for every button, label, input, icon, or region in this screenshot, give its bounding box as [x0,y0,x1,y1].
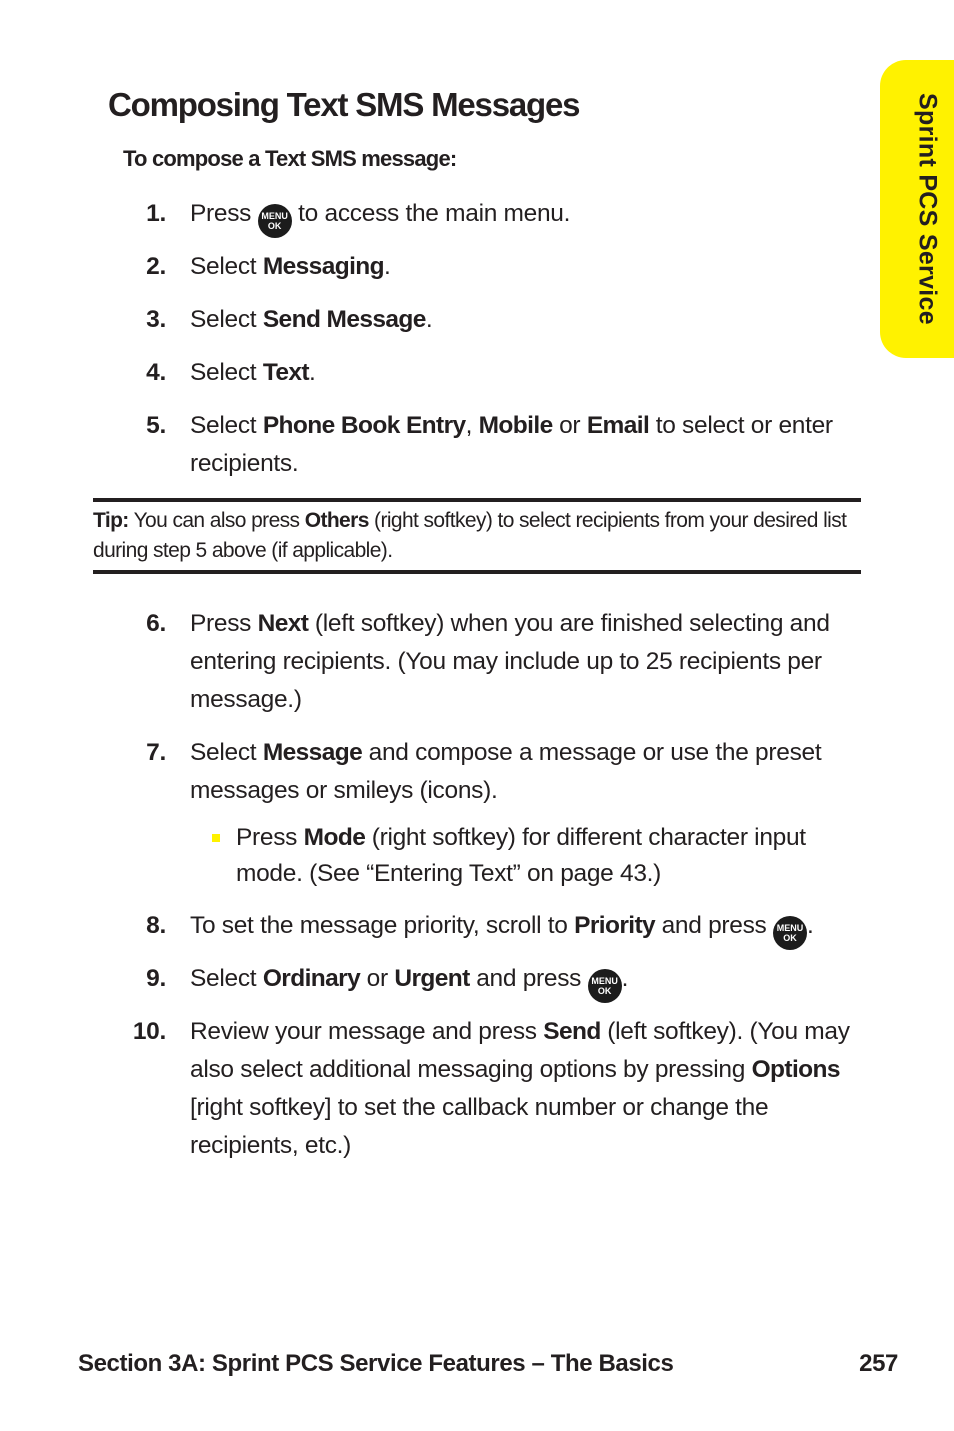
step-number: 8. [146,912,166,939]
step-number: 10. [132,1018,166,1045]
page-footer [78,1350,898,1378]
step-text: Select Text. [190,359,316,386]
bullet-square-icon [212,834,220,842]
step-text: Press MENU OK to access the main menu. [190,195,860,238]
bullet-text: Press Mode (right softkey) for different character input mode. (See “Entering Text” on page 43.) [236,824,806,887]
tip-box [93,498,861,574]
section-side-tab [880,60,954,358]
step-text: Review your message and press Send (left softkey). (You may also select additional messaging options by pressing Options [right softkey] to set the callback number or change the recipients, etc.) [190,1018,850,1159]
tip-label: Tip: [93,509,129,532]
tip-text: Tip: You can also press Others (right softkey) to select recipients from your desired list during step 5 above (if applicable). [93,509,847,562]
page-title: Composing Text SMS Messages [108,86,580,123]
step-text: To set the message priority, scroll to Priority and press MENU OK . [190,907,860,950]
step-number: 6. [146,610,166,637]
menu-ok-key-icon: MENU OK [588,969,622,1003]
step-text: Press Next (left softkey) when you are finished selecting and entering recipients. (You may include up to 25 recipients per message.) [190,610,830,713]
menu-ok-key-icon: MENU OK [258,204,292,238]
page-number: 257 [859,1350,898,1377]
step-text: Select Phone Book Entry, Mobile or Email to select or enter recipients. [190,412,833,477]
step-number: 9. [146,965,166,992]
step-number: 5. [146,412,166,439]
menu-ok-key-icon: MENU OK [773,916,807,950]
side-tab-label: Sprint PCS Service [913,93,942,325]
step-number: 2. [146,253,166,280]
step-number: 3. [146,306,166,333]
procedure-subheading: To compose a Text SMS message: [123,146,457,171]
step-text: Select Message and compose a message or use the preset messages or smileys (icons). [190,739,822,804]
step-text: Select Messaging. [190,253,391,280]
step-number: 7. [146,739,166,766]
footer-section-title: Section 3A: Sprint PCS Service Features – The Basics [78,1350,674,1377]
step-number: 4. [146,359,166,386]
step-number: 1. [146,200,166,227]
step-text: Select Send Message. [190,306,433,333]
step-text: Select Ordinary or Urgent and press MENU OK . [190,960,860,1003]
